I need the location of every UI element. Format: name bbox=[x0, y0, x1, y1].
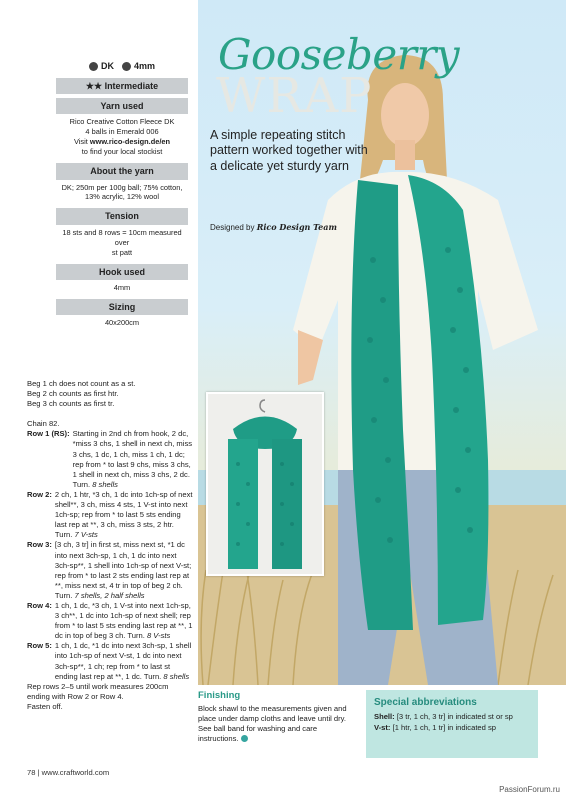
section-heading: Tension bbox=[56, 208, 188, 224]
page-title-line1: Gooseberry bbox=[218, 30, 460, 79]
skill-level-badge bbox=[56, 78, 188, 94]
about-yarn-section: About the yarn DK; 250m per 100g ball; 75% cotton, 13% acrylic, 12% wool bbox=[56, 163, 188, 202]
abbreviation-item: V-st: [1 htr, 1 ch, 1 tr] in indicated sp bbox=[374, 722, 497, 732]
pattern-row: Row 5: 1 ch, 1 dc, *1 dc into next 3ch-sp, 1 shell into 1ch-sp of next V-st, 1 dc into next 3ch-sp**, 1 ch; rep from * to last st ending last rep at **, 1 dc. Turn. 8 shells bbox=[27, 641, 192, 681]
yarn-hook-tags bbox=[56, 60, 188, 72]
page-footer: 78 | www.craftworld.com bbox=[27, 768, 110, 777]
yarn-ball-icon bbox=[89, 62, 98, 71]
hanging-wrap-illustration bbox=[208, 394, 322, 574]
section-heading: Hook used bbox=[56, 264, 188, 280]
special-abbreviations-box bbox=[366, 690, 538, 758]
inset-photo bbox=[206, 392, 324, 576]
note: Beg 2 ch counts as first htr. bbox=[27, 389, 119, 399]
section-heading: About the yarn bbox=[56, 163, 188, 179]
repeat-instruction: Rep rows 2–5 until work measures 200cm ending with Row 2 or Row 4. bbox=[27, 681, 169, 701]
designed-prefix: Designed by bbox=[210, 223, 257, 232]
finishing-text: Block shawl to the measurements given and place under damp cloths and leave until dry. See ball band for washing and care instructions. bbox=[198, 703, 347, 743]
pattern-row: Row 3: [3 ch, 3 tr] in first st, miss next st, *1 dc into next 3ch-sp, 1 ch, 1 dc into next 3ch-sp**, 1 shell into 1ch-sp of next V-st; rep from * to last 2 sts ending last rep at **, miss next st, 4 tr in top of beg 2 ch. Turn. 7 shells, 2 half shells bbox=[27, 540, 192, 600]
tension-section: Tension 18 sts and 8 rows = 10cm measured over st patt bbox=[56, 208, 188, 257]
finishing-heading: Finishing bbox=[198, 690, 241, 701]
page-title-line2: WRAP bbox=[216, 68, 373, 124]
note: Beg 1 ch does not count as a st. bbox=[27, 379, 136, 388]
pattern-row: Row 4: 1 ch, 1 dc, *3 ch, 1 V-st into next 1ch-sp, 3 ch**, 1 dc into 1ch-sp of next shell; rep from * to last 5 sts ending last rep at **, 1 dc in top of beg 3 ch. Turn. 8 V-sts bbox=[27, 600, 193, 641]
sizing-section: Sizing 40x200cm bbox=[56, 299, 188, 328]
section-heading: Sizing bbox=[56, 299, 188, 315]
subtitle: A simple repeating stitch pattern worked together with a delicate yet sturdy yarn bbox=[210, 128, 368, 173]
face bbox=[381, 83, 429, 147]
designer-credit bbox=[210, 222, 337, 232]
chain-instruction: Chain 82. bbox=[27, 419, 60, 429]
footer-site-link[interactable]: www.craftworld.com bbox=[41, 768, 110, 777]
hook-section: Hook used 4mm bbox=[56, 264, 188, 293]
section-heading: Yarn used bbox=[56, 98, 188, 114]
pattern-instructions bbox=[27, 379, 193, 712]
designer-name: Rico Design Team bbox=[256, 222, 337, 232]
end-mark-icon bbox=[241, 735, 248, 742]
note: Beg 3 ch counts as first tr. bbox=[27, 399, 115, 409]
shirt bbox=[293, 172, 538, 480]
hook-icon bbox=[122, 62, 131, 71]
fasten-off: Fasten off. bbox=[27, 701, 63, 711]
watermark: PassionForum.ru bbox=[499, 785, 560, 794]
skill-level-label: Intermediate bbox=[104, 81, 159, 92]
finishing-section bbox=[198, 690, 358, 744]
yarn-used-section: Yarn used Rico Creative Cotton Fleece DK 4 balls in Emerald 006 Visit www.rico-design.de/en to find your local stockist bbox=[56, 98, 188, 157]
skill-stars: ★★ bbox=[85, 81, 103, 92]
rico-link[interactable]: www.rico-design.de/en bbox=[89, 137, 171, 147]
abbreviations-heading: Special abbreviations bbox=[374, 697, 477, 708]
hook-size-tag: 4mm bbox=[122, 60, 155, 72]
page-number: 78 bbox=[27, 768, 36, 777]
yarn-weight-tag: DK bbox=[89, 60, 114, 72]
pattern-info-sidebar bbox=[56, 60, 188, 334]
pattern-row: Row 1 (RS): Starting in 2nd ch from hook, 2 dc, *miss 3 chs, 1 shell in next ch, miss 3 chs, 1 dc, 1 ch, miss 1 ch, 1 dc; rep from * to last 9 chs, miss 3 chs, 1 shell in next ch, miss 3 chs, 2 dc. Turn. 8 shells bbox=[27, 429, 193, 489]
pattern-row: Row 2: 2 ch, 1 htr, *3 ch, 1 dc into 1ch-sp of next shell**, 3 ch, miss 4 sts, 1 V-st into next 1ch-sp; rep from * to last 5 sts ending last rep at **, 3 ch, miss 3 sts, 2 htr. Turn. 7 V-sts bbox=[27, 489, 193, 540]
abbreviation-item: Shell: [3 tr, 1 ch, 3 tr] in indicated st or sp bbox=[374, 712, 513, 721]
